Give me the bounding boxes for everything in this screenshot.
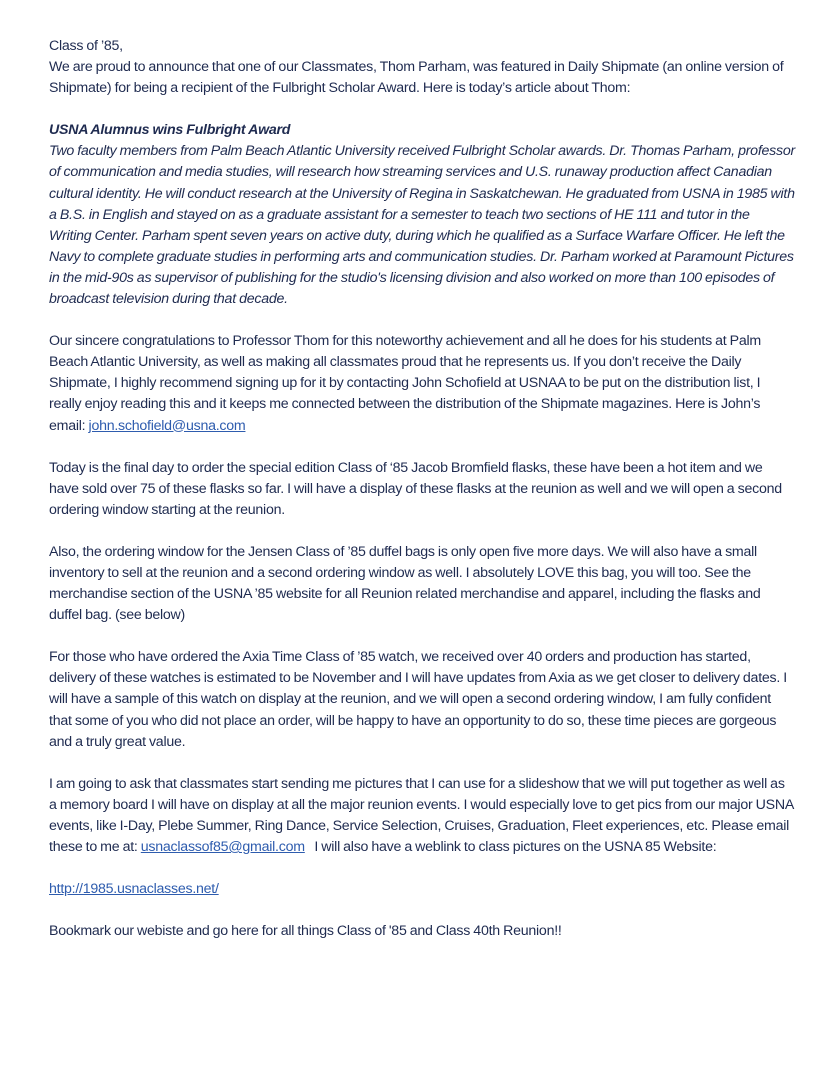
website-paragraph — [49, 879, 795, 900]
greeting: Class of ’85, — [49, 38, 123, 54]
closing-paragraph: Bookmark our webiste and go here for all things Class of '85 and Class 40th Reunion!! — [49, 923, 562, 940]
pictures-paragraph — [49, 774, 795, 858]
spacer — [49, 626, 795, 647]
flasks-paragraph: Today is the final day to order the special edition Class of ‘85 Jacob Bromfield flasks, these have been a hot item and we have sold over 75 of these flasks so far. I will have a display of these flasks at the reunion as well and we will open a second ordering window starting at the reunion. — [49, 459, 782, 518]
spacer — [49, 858, 795, 879]
spacer — [49, 99, 795, 120]
john-email-link[interactable]: john.schofield@usna.com — [88, 417, 246, 434]
spacer — [49, 521, 795, 542]
website-link[interactable]: http://1985.usnaclasses.net/ — [49, 881, 219, 898]
article-body: Two faculty members from Palm Beach Atlantic University received Fulbright Scholar awards. Dr. Thomas Parham, professor of communication and media studies, will research how streaming services and U.S. runaway production affect Canadian cultural identity. He will conduct research at the University of Regina in Saskatchewan. He graduated from USNA in 1985 with a B.S. in English and stayed on as a graduate assistant for a semester to teach two sections of HE 111 and tutor in the Writing Center. Parham spent seven years on active duty, during which he qualified as a Surface Warfare Officer. He left the Navy to complete graduate studies in performing arts and communication studies. Dr. Parham worked at Paramount Pictures in the mid-90s as supervisor of publishing for the studio's licensing division and also worked on more than 100 episodes of broadcast television during that decade. — [49, 143, 795, 308]
article-title: USNA Alumnus wins Fulbright Award — [49, 122, 291, 139]
congrats-paragraph — [49, 331, 795, 436]
watch-paragraph: For those who have ordered the Axia Time Class of ’85 watch, we received over 40 orders and production has started, delivery of these watches is estimated to be November and I will have updates from Axia as we get closer to delivery dates. I will have a sample of this watch on display at the reunion, and we will open a second ordering window, I am fully confident that some of you who did not place an order, will be happy to have an opportunity to do so, these time pieces are gorgeous and a truly great value. — [49, 649, 787, 750]
intro-paragraph: We are proud to announce that one of our Classmates, Thom Parham, was featured in Daily Shipmate (an online version of Shipmate) for being a recipient of the Fulbright Scholar Award. Here is today’s article about Thom: — [49, 59, 784, 97]
pictures-text: I am going to ask that classmates start sending me pictures that I can use for a slideshow that we will put together as well as a memory board I will have on display at all the major reunion events. I would especially love to get pics from our major USNA events, like I-Day, Plebe Summer, Ring Dance, Service Selection, Cruises, Graduation, Fleet experiences, etc. Please email these to me at: — [49, 775, 794, 855]
spacer — [49, 310, 795, 331]
class-email-link[interactable]: usnaclassof85@gmail.com — [140, 839, 305, 855]
duffel-paragraph: Also, the ordering window for the Jensen Class of ’85 duffel bags is only open five more days. We will also have a small inventory to sell at the reunion and a second ordering window as well. I absolutely LOVE this bag, you will too. See the merchandise section of the USNA ’85 website for all Reunion related merchandise and apparel, including the flasks and duffel bag. (see below) — [49, 543, 761, 624]
spacer — [49, 753, 795, 774]
spacer — [49, 437, 795, 458]
spacer — [49, 900, 795, 921]
congrats-text: Our sincere congratulations to Professor Thom for this noteworthy achievement and all he does for his students at Palm Beach Atlantic University, as well as making all classmates proud that he represents us. If you don’t receive the Daily Shipmate, I highly recommend signing up for it by contacting John Schofield at USNAA to be put on the distribution list, I really enjoy reading this and it keeps me connected between the distribution of the Shipmate magazines. Here is John’s email: — [49, 333, 761, 434]
pictures-text-after: I will also have a weblink to class pictures on the USNA 85 Website: — [304, 839, 717, 855]
